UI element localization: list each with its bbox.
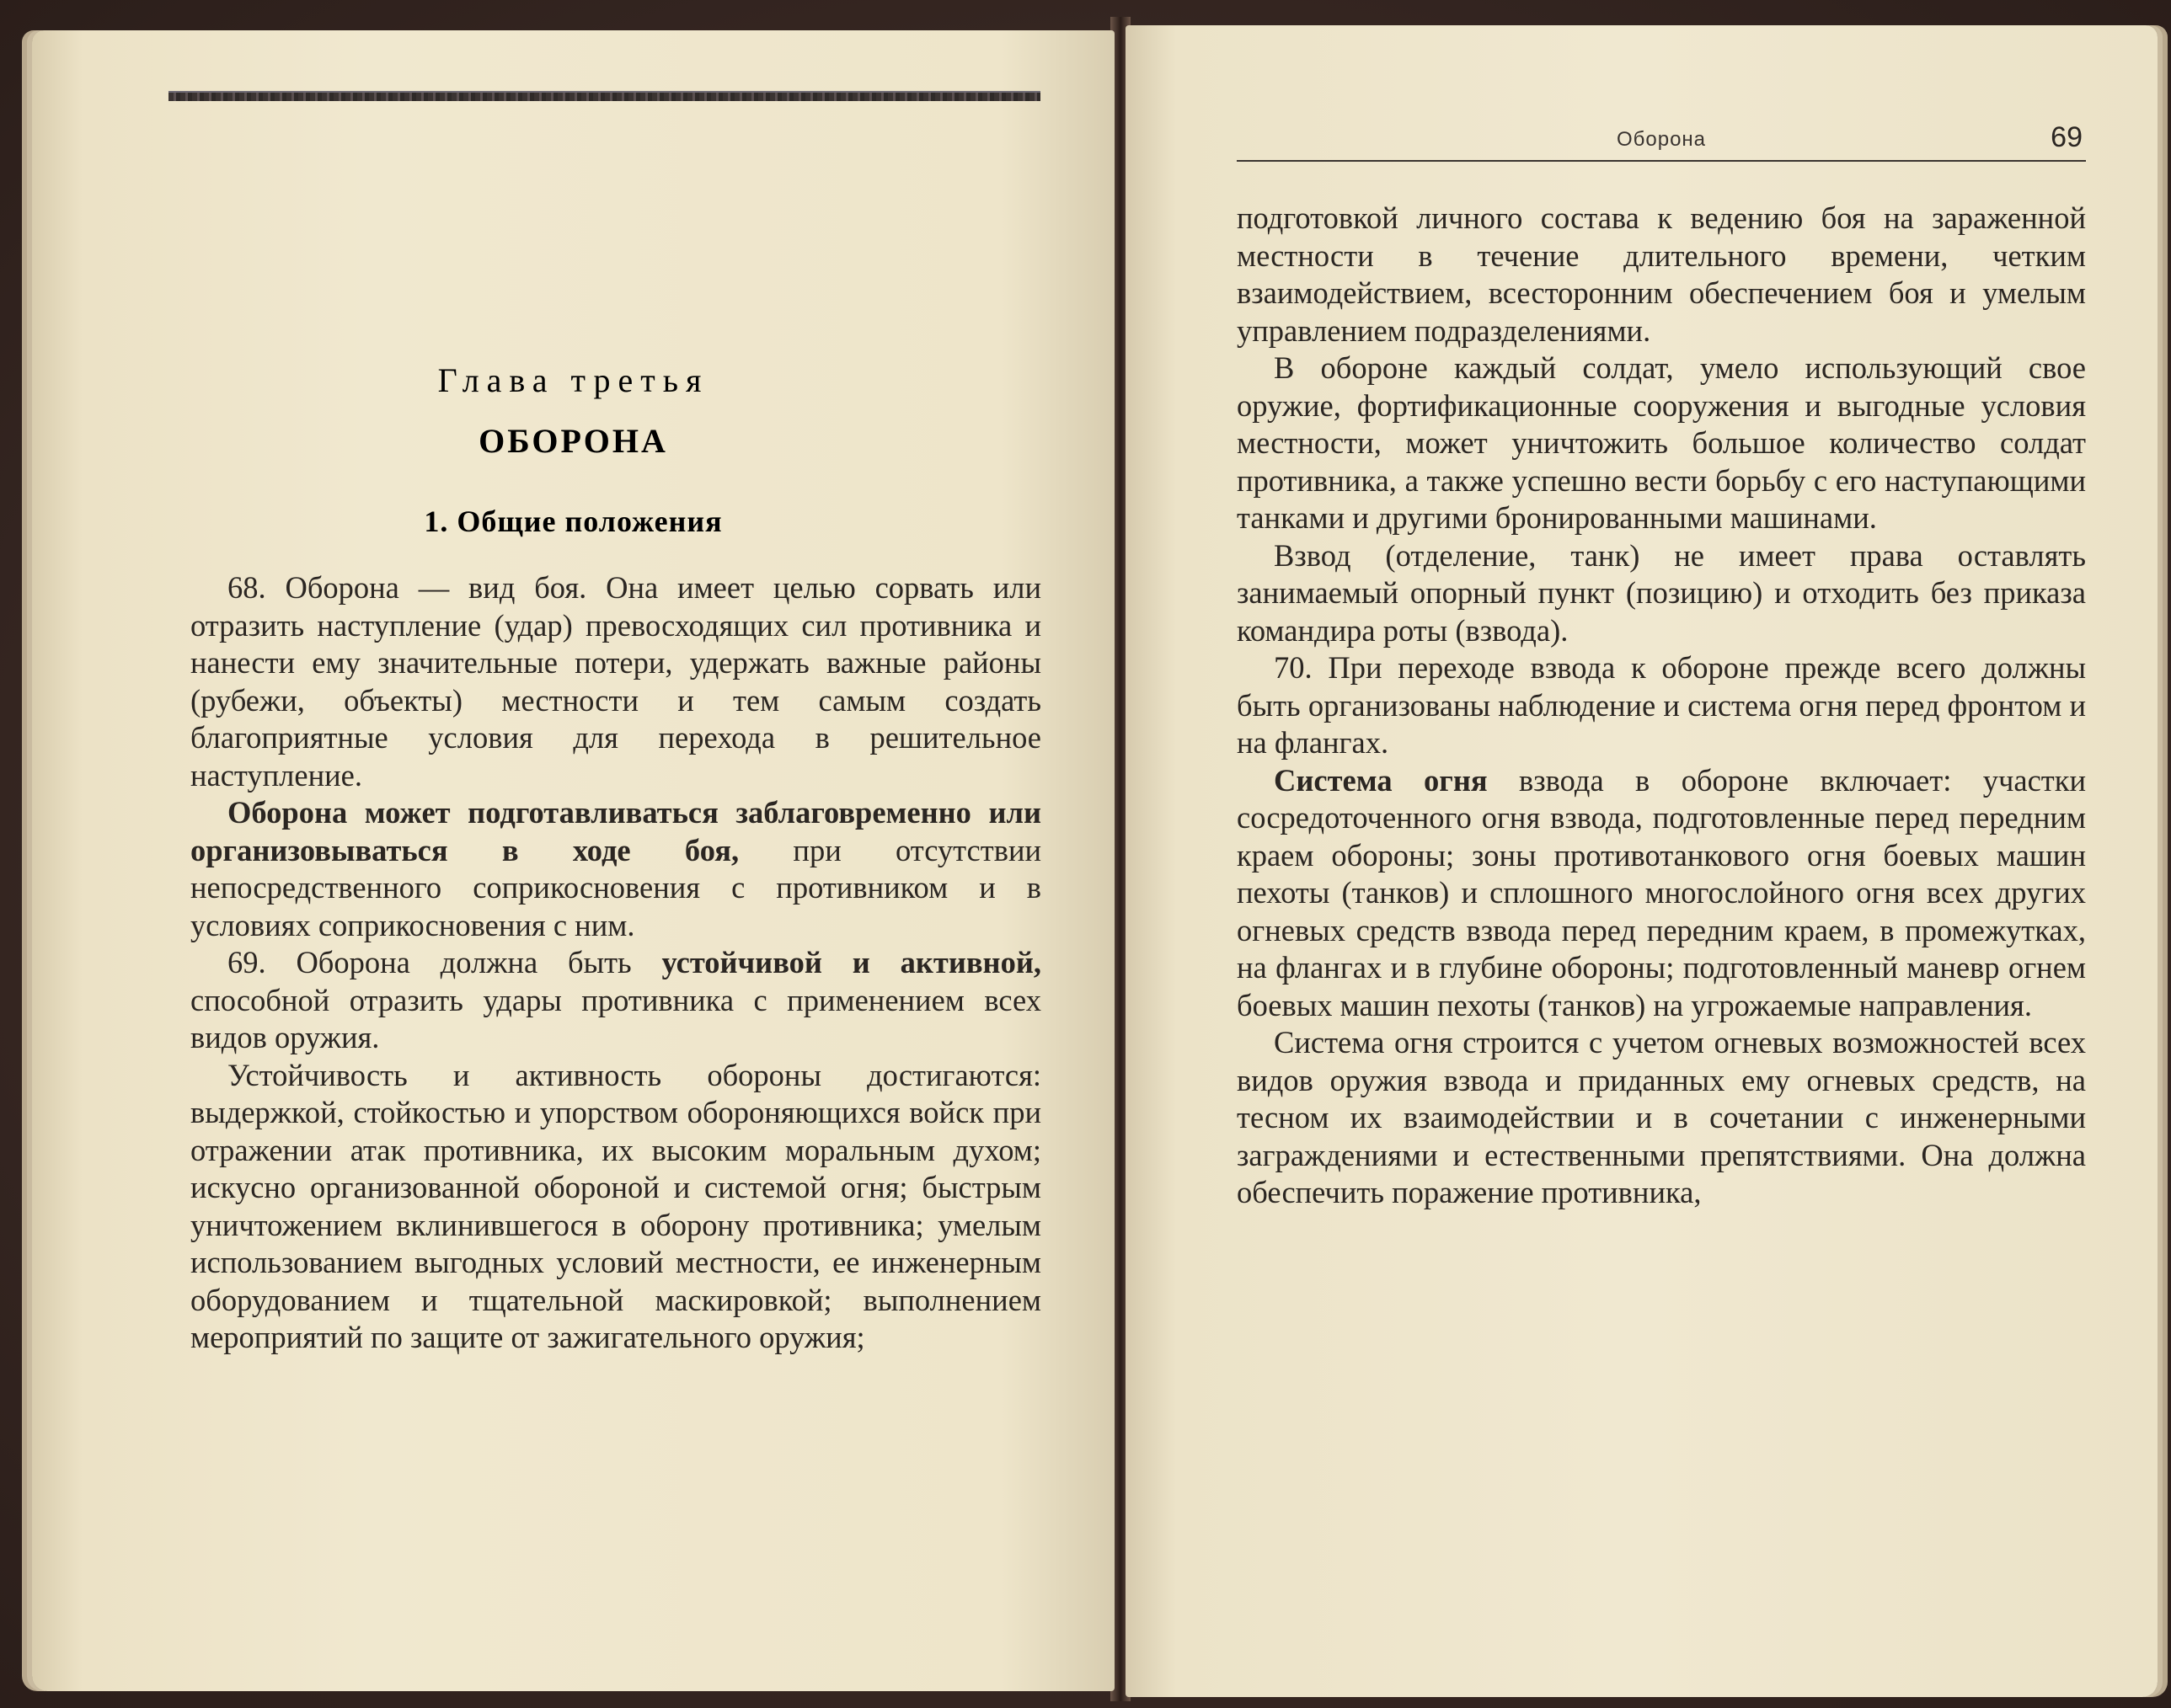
bold-phrase: Система огня xyxy=(1274,762,1488,798)
section-title: 1. Общие положения xyxy=(424,504,723,538)
paragraph-number: 68. xyxy=(227,570,266,605)
paragraph-text: Система огня строится с учетом огневых возможностей всех видов оружия взвода и приданных ему огневых средств, на тесном их взаимодействии и в сочетании с инженерными заграждениями и естественными препятствиями. Она должна обеспечить поражение противника, xyxy=(1237,1025,2086,1209)
paragraph-68-continued xyxy=(190,794,1041,944)
paragraph-text: Устойчивость и активность обороны достигаются: выдержкой, стойкостью и упорством обороняющихся войск при отражении атак противника, их высоким моральным духом; искусно организованной обороной и системой огня; быстрым уничтожением вклинившегося в оборону противника; умелым использованием выгодных условий местности, ее инженерным оборудованием и тщательной маскировкой; выполнением мероприятий по защите от зажигательного оружия; xyxy=(190,1057,1041,1354)
running-header xyxy=(1237,121,2086,162)
running-title: Оборона xyxy=(1616,128,1707,151)
paragraph-soldier xyxy=(1237,350,2086,537)
paragraph-number: 70. xyxy=(1274,650,1313,685)
left-page-top-rule xyxy=(168,91,1040,101)
right-page-text xyxy=(1237,200,2086,1212)
paragraph-fire-system xyxy=(1237,762,2086,1025)
paragraph-text: способной отразить удары противника с применением всех видов оружия. xyxy=(190,982,1041,1054)
page-number: 69 xyxy=(2051,121,2083,153)
chapter-label: Глава третья xyxy=(437,361,709,399)
paragraph-text: Оборона должна быть xyxy=(296,945,632,979)
paragraph-text: при отсутствии непосредственного соприкосновения с противником и в условиях соприкосновения с ним. xyxy=(190,832,1042,942)
paragraph-continuation xyxy=(1237,200,2086,350)
paragraph-text: взвода в обороне включает: участки сосредоточенного огня взвода, подготовленные перед передним краем обороны; зоны противотанкового огня боевых машин пехоты (танков) и сплошного многослойного огня всех других огневых средств взвода перед передним краем, в промежутках, на флангах и в глубине обороны; подготовленный маневр огнем боевых машин пехоты (танков) на угрожаемые направления. xyxy=(1237,762,2086,1022)
paragraph-text: При переходе взвода к обороне прежде всего должны быть организованы наблюдение и система огня перед фронтом и на флангах. xyxy=(1237,650,2086,760)
paragraph-number: 69. xyxy=(227,945,266,979)
paragraph-fire-build xyxy=(1237,1024,2086,1212)
paragraph-text: В обороне каждый солдат, умело использующий свое оружие, фортификационные сооружения и выгодные условия местности, может уничтожить большое количество солдат противника, а также успешно вести борьбу с его наступающими танками и другими бронированными машинами. xyxy=(1237,350,2086,535)
paragraph-69-continued xyxy=(190,1057,1041,1357)
paragraph-69 xyxy=(190,944,1041,1057)
paragraph-platoon xyxy=(1237,537,2086,650)
left-page-text xyxy=(190,569,1041,1357)
chapter-title: ОБОРОНА xyxy=(479,422,668,460)
paragraph-text: Оборона — вид боя. Она имеет целью сорвать или отразить наступление (удар) превосходящих сил противника и нанести ему значительные потери, удержать важные районы (рубежи, объекты) местности и тем самым создать благоприятные условия для перехода в решительное наступление. xyxy=(190,570,1041,793)
paragraph-text: Взвод (отделение, танк) не имеет права оставлять занимаемый опорный пункт (позицию) и отходить без приказа командира роты (взвода). xyxy=(1237,537,2086,648)
bold-phrase: Оборона может подготавливаться заблаговременно или организовываться в ходе боя, xyxy=(190,795,1041,867)
paragraph-text: подготовкой личного состава к ведению боя на зараженной местности в течение длительного времени, четким взаимодействием, всесторонним обеспечением боя и умелым управлением подразделениями. xyxy=(1237,200,2086,348)
paragraph-68 xyxy=(190,569,1041,794)
paragraph-70 xyxy=(1237,649,2086,762)
bold-phrase: устойчивой и активной, xyxy=(661,945,1041,979)
